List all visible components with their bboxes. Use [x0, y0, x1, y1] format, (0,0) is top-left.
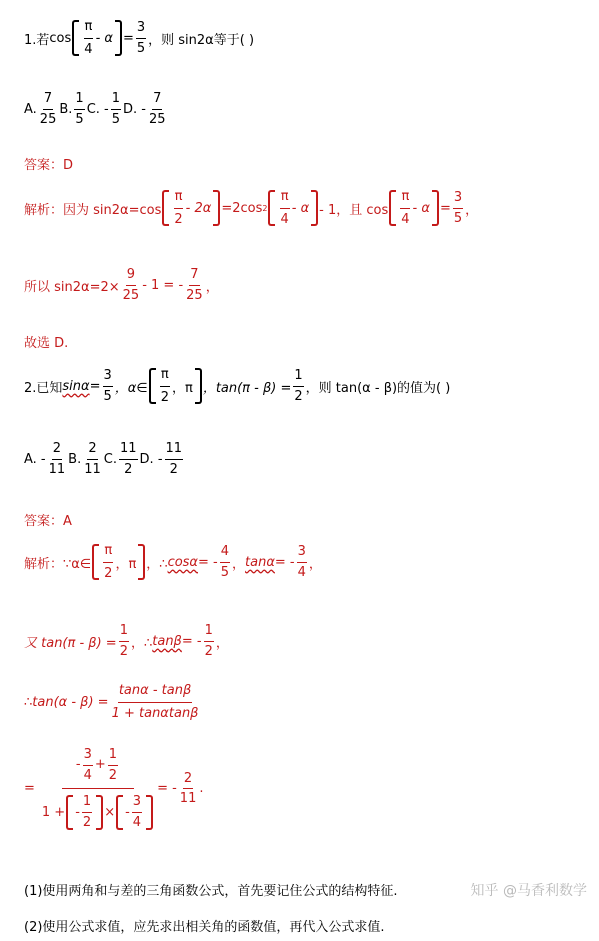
note-2: (2)使用公式求值，应先求出相关角的函数值，再代入公式求值.	[24, 920, 385, 935]
fraction: 7 25	[39, 91, 57, 127]
problem-2-analysis-3: ∴tan(α - β) = $\frac{\tan\alpha - \tan\beta}{1 + \tan\alpha\tan\beta}$	[24, 683, 199, 721]
fraction: 1 5	[111, 91, 121, 127]
note-1: (1)使用两角和与差的三角函数公式，首先要记住公式的结构特征.	[24, 884, 398, 899]
problem-2-answer: 答案：A	[24, 514, 72, 529]
fraction: $\frac{3}{5}$	[136, 20, 146, 56]
paren-group: π 4 - α	[72, 20, 122, 56]
fraction: 1 5	[75, 91, 84, 127]
problem-1-conclusion: 故选 D.	[24, 336, 69, 351]
problem-2-analysis-4: = - 3 4 + $\frac{1}{2}$ 1 + - 1 2 × - 3 4 = - 2 11 .	[24, 747, 204, 830]
problem-1-answer: 答案：D	[24, 158, 74, 173]
problem-2-stem: 2.已知 sinα = $\frac{3}{5}$ ，α∈ π 2 ，π ，tan(π - β) = $\frac{1}{2}$ ，则 tan(α - β)的值为( )	[24, 367, 451, 405]
problem-1-analysis-1: 解析：因为 sin2α=cos π 2 - 2α =2cos 2 π 4 - α - 1，且 cos π 4 - α = $\frac{3}{5}$ ，	[24, 189, 479, 227]
problem-1-stem: 1.若 cos π 4 - α = $\frac{3}{5}$ ，则 sin2α等于( )	[24, 19, 255, 57]
watermark: 知乎 @马香利数学	[470, 883, 587, 899]
fraction: π 4	[84, 19, 93, 57]
problem-2-options: A. - 2 11 B. 2 11 C. 11 2 D. - 11 2	[24, 441, 183, 477]
problem-2-analysis-1: 解析：∵α∈ π 2 ，π ，∴ cosα = - 4 5 ， tanα = - 3 4 ，	[24, 543, 322, 581]
problem-1-analysis-2: 所以 sin2α=2× $\frac{9}{25}$ - 1 = - 7 25 ，	[24, 267, 219, 303]
problem-1-options: A. 7 25 B. 1 5 C. - 1 5 D. - 7 25	[24, 91, 166, 127]
problem-2-analysis-2: 又 tan(π - β) = $\frac{1}{2}$ ，∴ tanβ = - 1 2 ，	[24, 623, 229, 659]
fraction: 7 25	[148, 91, 166, 127]
